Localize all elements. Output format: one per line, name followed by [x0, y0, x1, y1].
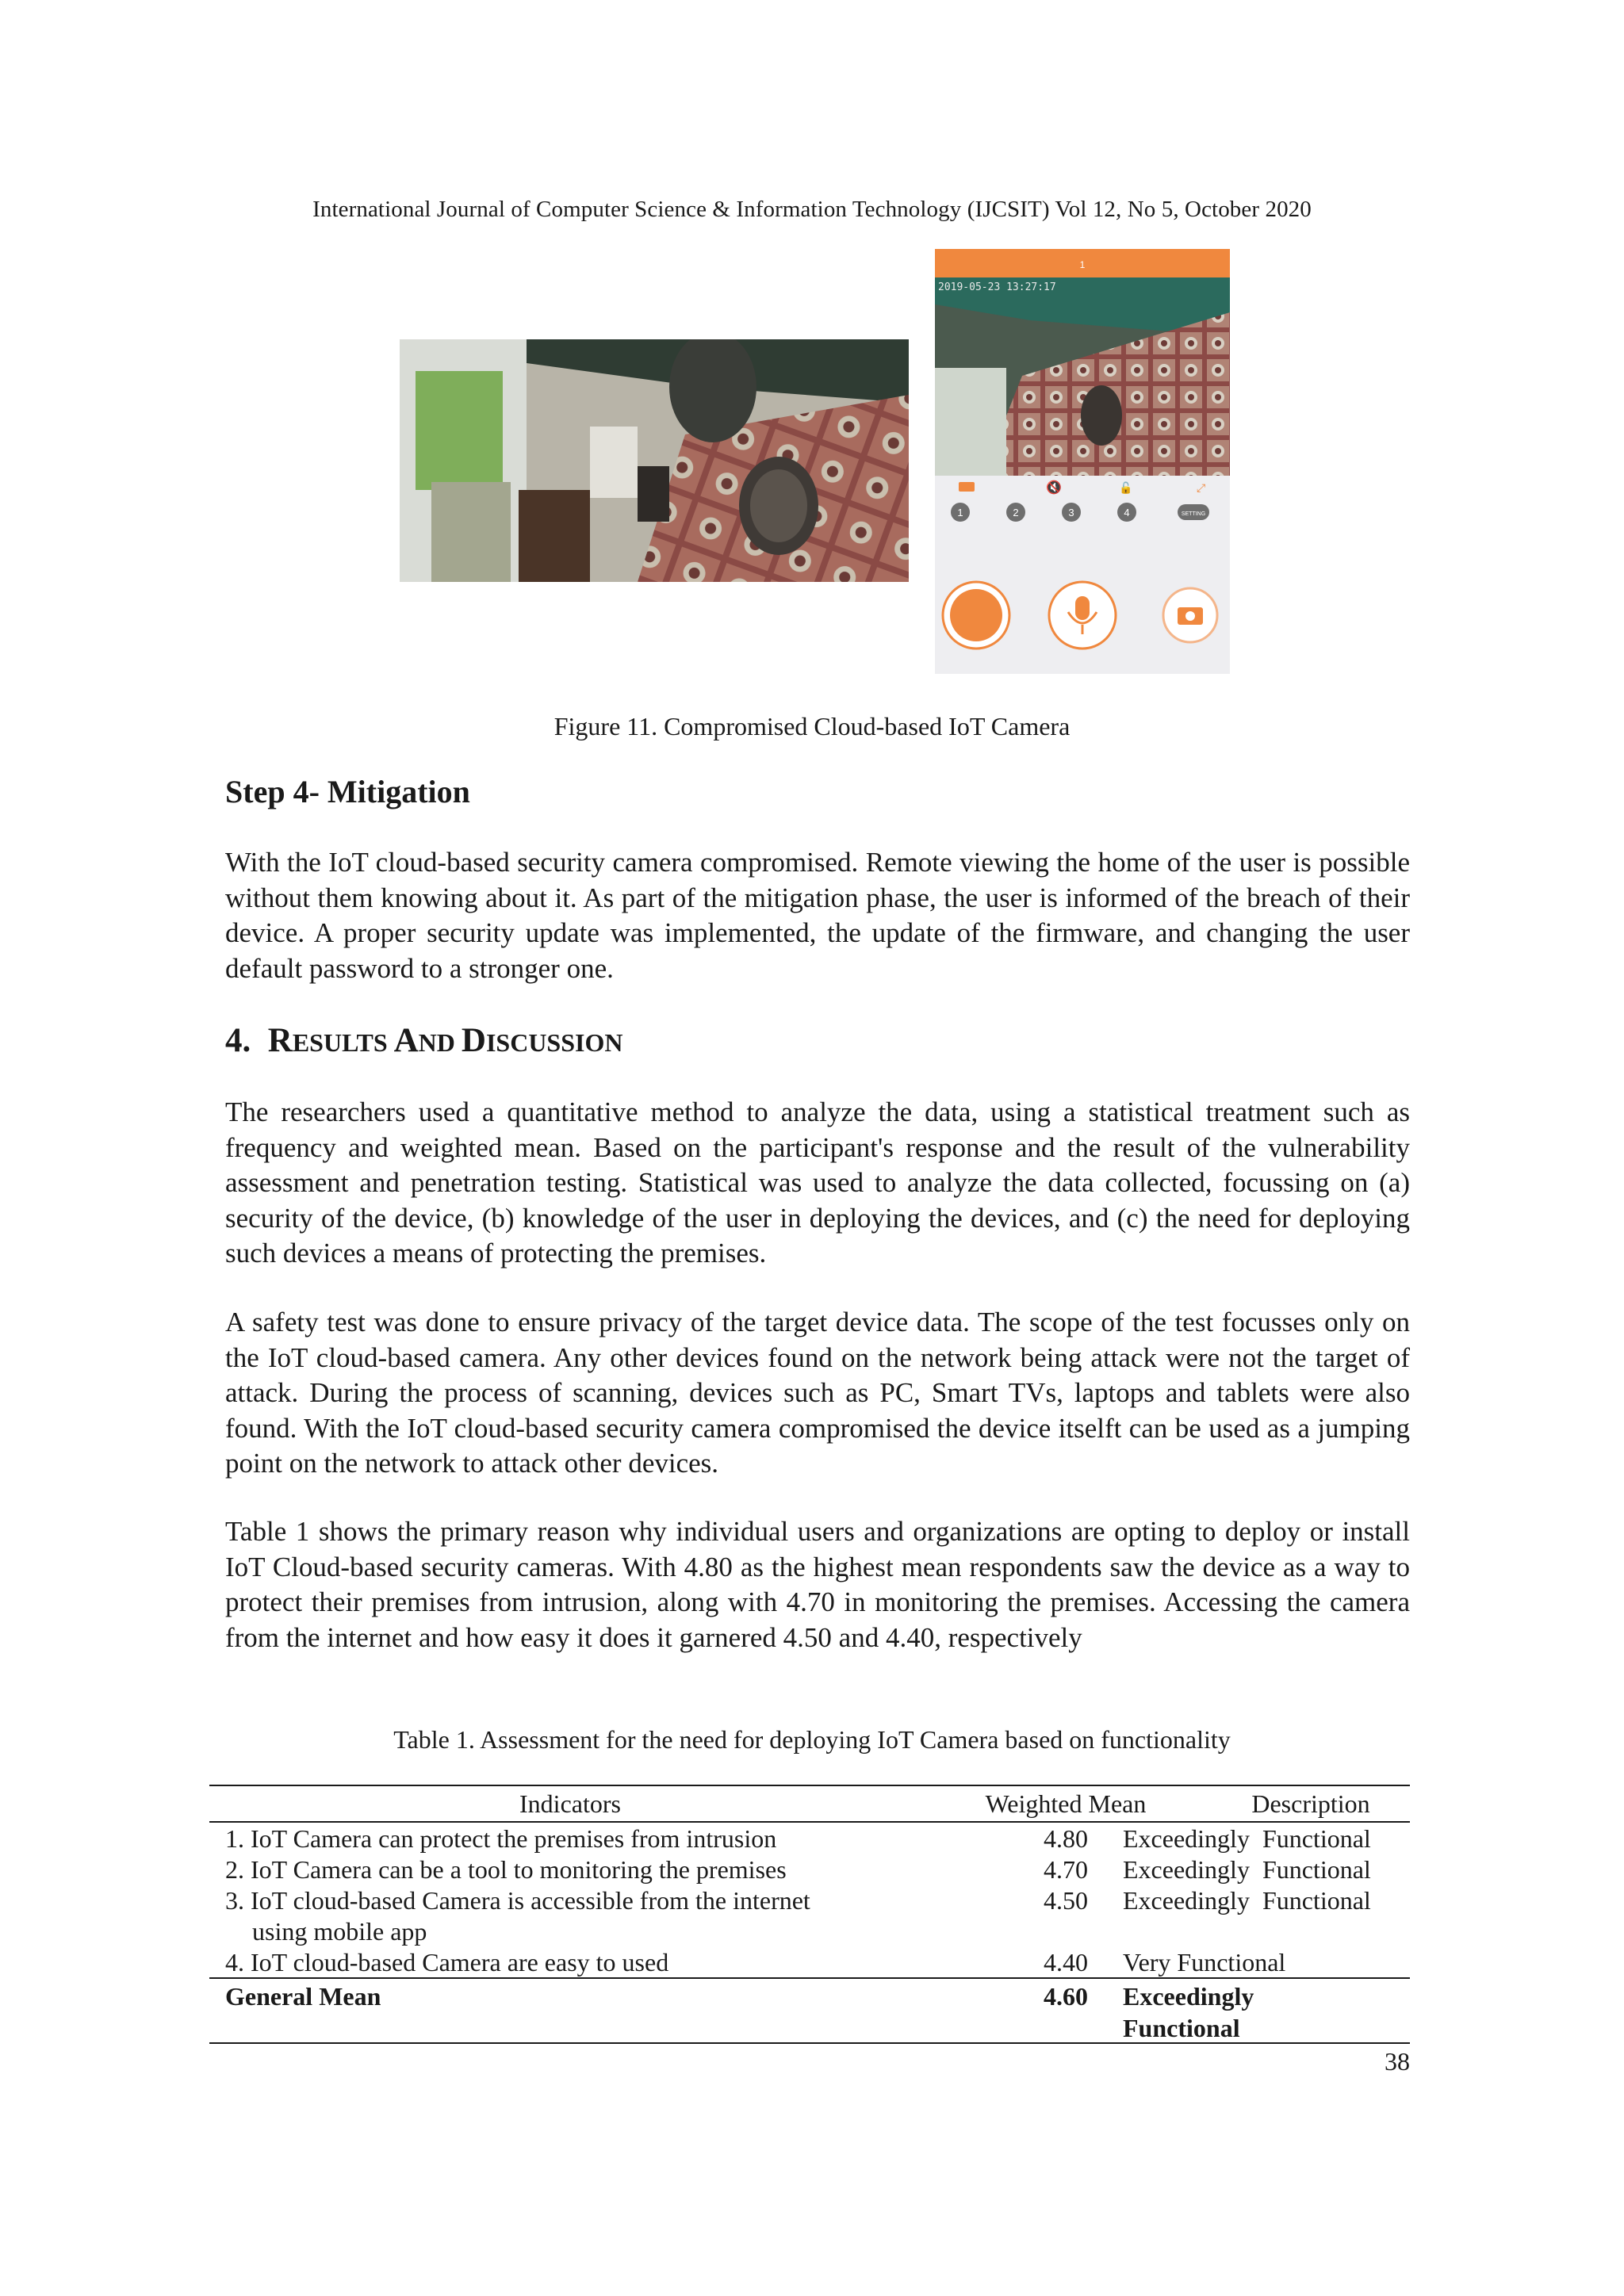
- journal-header: International Journal of Computer Science & Information Technology (IJCSIT) Vol 12, No 5, October 2020: [312, 197, 1312, 222]
- results-paragraph-3: Table 1 shows the primary reason why individual users and organizations are opting to deploy or install IoT Cloud-based security cameras. With 4.80 as the highest mean respondents saw the device as a way to protect their premises from intrusion, along with 4.70 in monitoring the premises. Accessing the camera from the internet and how easy it does it garnered 4.50 and 4.40, respectively: [225, 1516, 1410, 1653]
- section-number: 4.: [225, 1022, 251, 1059]
- mobile-app-illustration: [935, 249, 1230, 674]
- step4-paragraph: With the IoT cloud-based security camera compromised. Remote viewing the home of the user is possible without them knowing about it. As part of the mitigation phase, the user is informed of the breach of their device. A proper security update was implemented, the update of the firmware, and changing the user default password to a stronger one.: [225, 847, 1410, 984]
- channel-4-label: 4: [1124, 507, 1130, 519]
- channel-2-label: 2: [1013, 507, 1019, 519]
- row-description: Very Functional: [1123, 1948, 1286, 1976]
- section-title-word-2: AND: [393, 1022, 462, 1059]
- results-paragraph-1: The researchers used a quantitative method to analyze the data, using a statistical treatment such as frequency and weighted mean. Based on the participant's response and the result of the vulnerability assessment and penetration testing. Statistical was used to analyze the data collected, focussing on (a) security of the device, (b) knowledge of the user in deploying the devices, and (c) the need for deploying such devices a means of protecting the premises.: [225, 1096, 1410, 1269]
- general-mean-label: General Mean: [225, 1982, 381, 2011]
- section-title-word-1: RESULTS: [267, 1022, 394, 1059]
- assessment-table: [209, 1785, 1410, 2044]
- table-row: [209, 1946, 1410, 1977]
- table-footer-row: [209, 1977, 1410, 2044]
- record-icon: [950, 589, 1002, 641]
- section-title-word-3: DISCUSSION: [461, 1022, 623, 1059]
- row-mean: 4.70: [1044, 1855, 1088, 1884]
- microphone-icon: [1075, 596, 1090, 620]
- fullscreen-icon: ⤢: [1197, 482, 1206, 495]
- row-indicator-line2: using mobile app: [252, 1917, 427, 1946]
- table-header-row: [209, 1785, 1410, 1823]
- row-indicator-line1: 3. IoT cloud-based Camera is accessible from the internet: [225, 1886, 810, 1915]
- camera-scene-illustration: [400, 339, 909, 582]
- camera-feed-left-image: [400, 339, 909, 582]
- mute-icon: 🔇: [1046, 480, 1062, 495]
- app-top-label: 1: [1079, 259, 1086, 270]
- general-mean-description: Exceedingly Functional: [1123, 1982, 1254, 2042]
- mobile-app-screenshot: [935, 249, 1230, 674]
- table-row: [209, 1885, 1410, 1946]
- table-row: [209, 1854, 1410, 1885]
- row-description: Exceedingly Functional: [1123, 1855, 1371, 1884]
- table-caption: Table 1. Assessment for the need for deploying IoT Camera based on functionality: [393, 1725, 1231, 1754]
- page-number: 38: [1385, 2047, 1410, 2076]
- settings-label: SETTING: [1181, 511, 1206, 517]
- row-description: Exceedingly Functional: [1123, 1886, 1371, 1915]
- results-paragraph-2: A safety test was done to ensure privacy of the target device data. The scope of the test focusses only on the IoT cloud-based camera. Any other devices found on the network being attack were not the target of attack. During the process of scanning, devices such as PC, Smart TVs, laptops and tablets were also found. With the IoT cloud-based security camera compromised the device itselft can be used as a jumping point on the network to attack other devices.: [225, 1307, 1410, 1479]
- row-indicator: 2. IoT Camera can be a tool to monitoring the premises: [225, 1855, 787, 1884]
- header-weighted-mean: Weighted Mean: [985, 1789, 1147, 1818]
- row-mean: 4.50: [1044, 1886, 1088, 1915]
- channel-1-label: 1: [957, 507, 963, 519]
- lock-icon: 🔓: [1119, 482, 1133, 495]
- row-mean: 4.40: [1044, 1948, 1088, 1976]
- row-indicator: 4. IoT cloud-based Camera are easy to used: [225, 1948, 669, 1976]
- step4-heading: Step 4- Mitigation: [225, 774, 470, 809]
- row-description: Exceedingly Functional: [1123, 1824, 1371, 1853]
- hd-badge-icon: [959, 482, 975, 492]
- table-row: [209, 1823, 1410, 1854]
- row-indicator: [225, 1885, 810, 1947]
- section-heading: [225, 1021, 622, 1060]
- header-description: Description: [1251, 1789, 1370, 1818]
- row-mean: 4.80: [1044, 1824, 1088, 1853]
- channel-3-label: 3: [1068, 507, 1074, 519]
- camera-timestamp: 2019-05-23 13:27:17: [938, 281, 1056, 293]
- row-indicator: 1. IoT Camera can protect the premises from intrusion: [225, 1824, 777, 1853]
- figure-caption: Figure 11. Compromised Cloud-based IoT Camera: [553, 712, 1071, 740]
- header-indicators: Indicators: [519, 1789, 621, 1818]
- general-mean-value: 4.60: [1044, 1982, 1088, 2011]
